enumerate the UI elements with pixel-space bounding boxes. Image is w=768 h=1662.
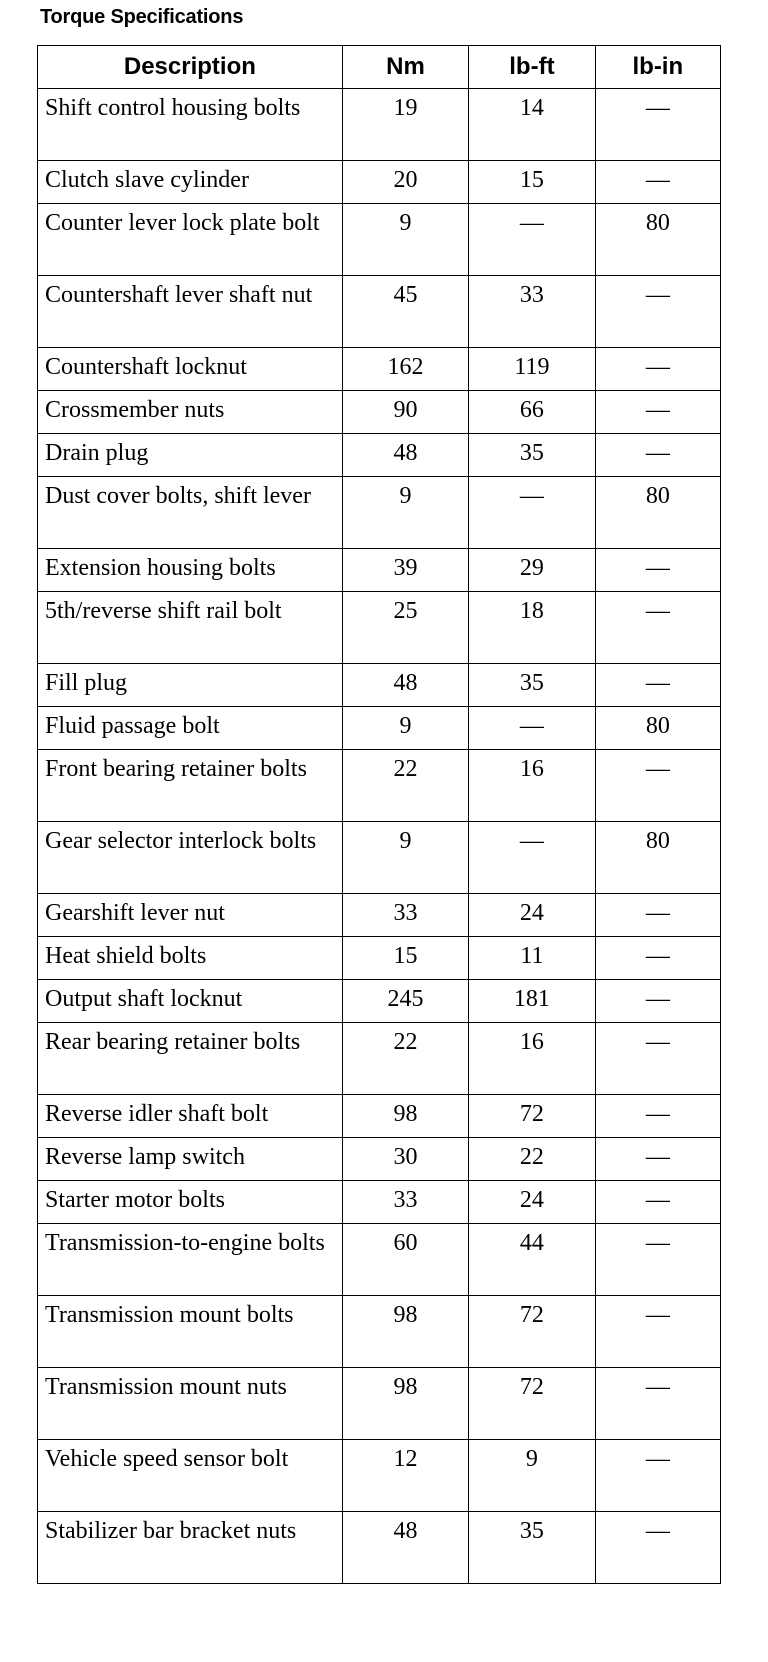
row-nm: 48	[342, 664, 468, 707]
table-row	[38, 1368, 721, 1440]
row-lbin: —	[595, 1224, 720, 1296]
row-description: Drain plug	[38, 434, 343, 477]
row-lbft: 29	[469, 549, 595, 592]
table-row	[38, 391, 721, 434]
row-nm: 48	[342, 1512, 468, 1584]
row-lbin: —	[595, 1512, 720, 1584]
row-lbft: 24	[469, 1181, 595, 1224]
table-row	[38, 980, 721, 1023]
row-description: Rear bearing retainer bolts	[38, 1023, 343, 1095]
table-row	[38, 89, 721, 161]
row-lbin: —	[595, 434, 720, 477]
row-nm: 33	[342, 1181, 468, 1224]
row-lbin: —	[595, 549, 720, 592]
table-row	[38, 822, 721, 894]
table-row	[38, 707, 721, 750]
row-description: Reverse idler shaft bolt	[38, 1095, 343, 1138]
row-nm: 45	[342, 276, 468, 348]
table-row	[38, 1023, 721, 1095]
table-row	[38, 592, 721, 664]
row-nm: 245	[342, 980, 468, 1023]
header-nm: Nm	[342, 46, 468, 89]
row-description: Clutch slave cylinder	[38, 161, 343, 204]
row-nm: 48	[342, 434, 468, 477]
row-lbft: —	[469, 477, 595, 549]
row-nm: 33	[342, 894, 468, 937]
row-description: Shift control housing bolts	[38, 89, 343, 161]
row-description: Transmission-to-engine bolts	[38, 1224, 343, 1296]
row-lbft: 72	[469, 1296, 595, 1368]
row-lbin: —	[595, 750, 720, 822]
row-lbin: —	[595, 1138, 720, 1181]
row-description: Gearshift lever nut	[38, 894, 343, 937]
row-description: Crossmember nuts	[38, 391, 343, 434]
row-lbin: —	[595, 89, 720, 161]
row-nm: 15	[342, 937, 468, 980]
torque-spec-table	[37, 45, 721, 1584]
row-lbft: 33	[469, 276, 595, 348]
table-row	[38, 1138, 721, 1181]
table-row	[38, 161, 721, 204]
row-lbft: 181	[469, 980, 595, 1023]
row-lbft: 22	[469, 1138, 595, 1181]
row-lbin: 80	[595, 477, 720, 549]
row-lbin: —	[595, 592, 720, 664]
row-lbin: —	[595, 348, 720, 391]
row-lbin: —	[595, 391, 720, 434]
table-row	[38, 1512, 721, 1584]
row-description: Transmission mount bolts	[38, 1296, 343, 1368]
table-row	[38, 937, 721, 980]
row-nm: 39	[342, 549, 468, 592]
row-lbin: —	[595, 980, 720, 1023]
table-row	[38, 750, 721, 822]
row-description: Fill plug	[38, 664, 343, 707]
row-lbft: 18	[469, 592, 595, 664]
header-lbin: lb-in	[595, 46, 720, 89]
table-row	[38, 477, 721, 549]
row-lbft: 11	[469, 937, 595, 980]
row-lbin: —	[595, 161, 720, 204]
row-nm: 9	[342, 477, 468, 549]
row-lbin: —	[595, 894, 720, 937]
row-nm: 98	[342, 1095, 468, 1138]
row-lbin: —	[595, 937, 720, 980]
table-row	[38, 348, 721, 391]
row-nm: 162	[342, 348, 468, 391]
row-nm: 22	[342, 1023, 468, 1095]
table-header-row	[38, 46, 721, 89]
row-nm: 22	[342, 750, 468, 822]
row-lbft: 24	[469, 894, 595, 937]
table-row	[38, 549, 721, 592]
row-lbft: 16	[469, 750, 595, 822]
table-row	[38, 204, 721, 276]
row-description: 5th/reverse shift rail bolt	[38, 592, 343, 664]
row-description: Fluid passage bolt	[38, 707, 343, 750]
row-nm: 90	[342, 391, 468, 434]
row-description: Front bearing retainer bolts	[38, 750, 343, 822]
row-nm: 12	[342, 1440, 468, 1512]
row-lbft: 16	[469, 1023, 595, 1095]
row-lbin: —	[595, 1296, 720, 1368]
row-description: Starter motor bolts	[38, 1181, 343, 1224]
row-lbft: 119	[469, 348, 595, 391]
row-nm: 25	[342, 592, 468, 664]
row-nm: 19	[342, 89, 468, 161]
row-lbft: 44	[469, 1224, 595, 1296]
row-description: Countershaft locknut	[38, 348, 343, 391]
row-lbin: 80	[595, 707, 720, 750]
page-title: Torque Specifications	[40, 6, 244, 28]
row-lbin: 80	[595, 204, 720, 276]
table-row	[38, 894, 721, 937]
row-lbin: —	[595, 1181, 720, 1224]
row-lbft: 9	[469, 1440, 595, 1512]
row-description: Stabilizer bar bracket nuts	[38, 1512, 343, 1584]
row-description: Reverse lamp switch	[38, 1138, 343, 1181]
row-nm: 9	[342, 707, 468, 750]
row-nm: 60	[342, 1224, 468, 1296]
row-lbft: 66	[469, 391, 595, 434]
row-description: Countershaft lever shaft nut	[38, 276, 343, 348]
table-row	[38, 1440, 721, 1512]
table-row	[38, 1296, 721, 1368]
row-description: Vehicle speed sensor bolt	[38, 1440, 343, 1512]
row-lbft: 72	[469, 1368, 595, 1440]
row-nm: 9	[342, 822, 468, 894]
table-row	[38, 1224, 721, 1296]
row-nm: 98	[342, 1368, 468, 1440]
table-row	[38, 1095, 721, 1138]
header-description: Description	[38, 46, 343, 89]
row-nm: 30	[342, 1138, 468, 1181]
row-lbft: 14	[469, 89, 595, 161]
table-row	[38, 434, 721, 477]
row-description: Counter lever lock plate bolt	[38, 204, 343, 276]
row-lbin: 80	[595, 822, 720, 894]
row-lbft: —	[469, 204, 595, 276]
table-row	[38, 276, 721, 348]
table-row	[38, 664, 721, 707]
row-description: Extension housing bolts	[38, 549, 343, 592]
row-lbft: —	[469, 822, 595, 894]
table-row	[38, 1181, 721, 1224]
row-lbin: —	[595, 664, 720, 707]
row-lbft: —	[469, 707, 595, 750]
row-lbft: 35	[469, 1512, 595, 1584]
row-lbft: 35	[469, 664, 595, 707]
row-nm: 9	[342, 204, 468, 276]
row-lbin: —	[595, 1368, 720, 1440]
row-lbft: 15	[469, 161, 595, 204]
row-lbft: 35	[469, 434, 595, 477]
row-nm: 20	[342, 161, 468, 204]
row-lbin: —	[595, 1440, 720, 1512]
row-lbin: —	[595, 276, 720, 348]
row-description: Output shaft locknut	[38, 980, 343, 1023]
row-description: Transmission mount nuts	[38, 1368, 343, 1440]
header-lbft: lb-ft	[469, 46, 595, 89]
row-description: Gear selector interlock bolts	[38, 822, 343, 894]
row-lbin: —	[595, 1095, 720, 1138]
row-lbin: —	[595, 1023, 720, 1095]
row-description: Heat shield bolts	[38, 937, 343, 980]
row-lbft: 72	[469, 1095, 595, 1138]
row-nm: 98	[342, 1296, 468, 1368]
row-description: Dust cover bolts, shift lever	[38, 477, 343, 549]
